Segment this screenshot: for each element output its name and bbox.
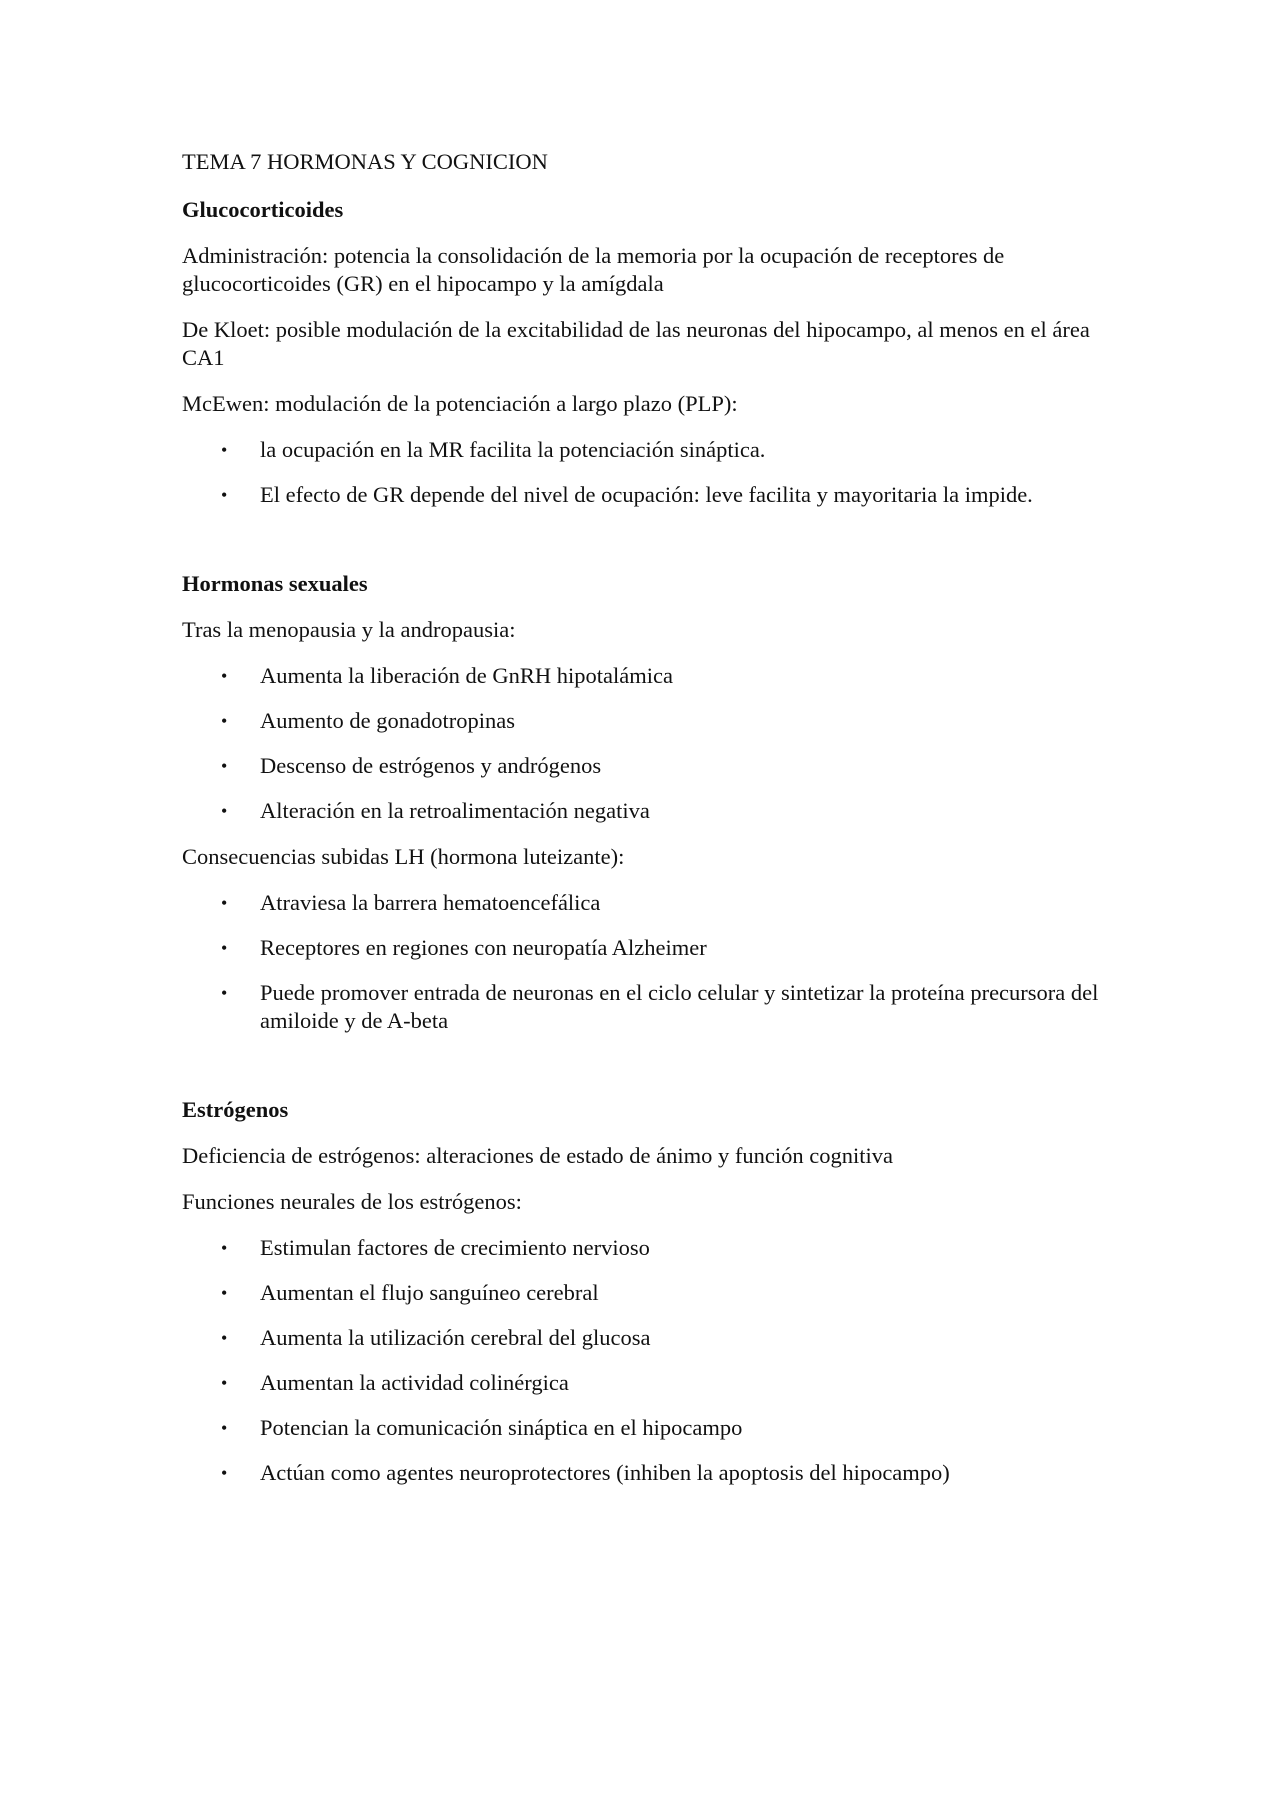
paragraph-menopausia: Tras la menopausia y la andropausia: xyxy=(182,617,516,642)
list-item-text: Aumenta la utilización cerebral del glucosa xyxy=(260,1325,651,1350)
list-item xyxy=(182,889,1102,917)
bullet-icon: • xyxy=(221,801,228,821)
bullet-icon: • xyxy=(221,756,228,776)
bullet-icon: • xyxy=(221,440,228,460)
list-item-text: El efecto de GR depende del nivel de ocupación: leve facilita y mayoritaria la impide. xyxy=(260,482,1033,507)
list-item xyxy=(182,1324,1102,1352)
bullet-icon: • xyxy=(221,1463,228,1483)
list-item xyxy=(182,436,1102,464)
bullet-icon: • xyxy=(221,711,228,731)
list-item xyxy=(182,1459,1102,1487)
list-mcewen xyxy=(182,436,1102,509)
bullet-icon: • xyxy=(221,1238,228,1258)
list-consecuencias-lh xyxy=(182,889,1102,1035)
bullet-icon: • xyxy=(221,1283,228,1303)
list-item xyxy=(182,1414,1102,1442)
list-item xyxy=(182,1279,1102,1307)
section-heading-estrogenos: Estrógenos xyxy=(182,1097,289,1122)
paragraph-de-kloet: De Kloet: posible modulación de la excitabilidad de las neuronas del hipocampo, al menos en el área CA1 xyxy=(182,317,1090,370)
list-funciones-neurales xyxy=(182,1234,1102,1487)
list-item-text: Puede promover entrada de neuronas en el ciclo celular y sintetizar la proteína precursora del amiloide y de A-beta xyxy=(260,980,1099,1033)
list-item-text: Estimulan factores de crecimiento nervioso xyxy=(260,1235,650,1260)
section-spacer xyxy=(182,1053,1102,1096)
paragraph-consecuencias-lh: Consecuencias subidas LH (hormona luteizante): xyxy=(182,844,625,869)
list-item xyxy=(182,1234,1102,1262)
bullet-icon: • xyxy=(221,938,228,958)
paragraph-administracion: Administración: potencia la consolidación de la memoria por la ocupación de receptores de glucocorticoides (GR) en el hipocampo y la amígdala xyxy=(182,243,1005,296)
paragraph-mcewen: McEwen: modulación de la potenciación a largo plazo (PLP): xyxy=(182,391,738,416)
paragraph-funciones-neurales: Funciones neurales de los estrógenos: xyxy=(182,1189,522,1214)
section-heading-glucocorticoides: Glucocorticoides xyxy=(182,197,344,222)
paragraph-deficiencia: Deficiencia de estrógenos: alteraciones de estado de ánimo y función cognitiva xyxy=(182,1143,893,1168)
list-item-text: Aumentan el flujo sanguíneo cerebral xyxy=(260,1280,599,1305)
bullet-icon: • xyxy=(221,666,228,686)
bullet-icon: • xyxy=(221,1373,228,1393)
list-item xyxy=(182,481,1102,509)
bullet-icon: • xyxy=(221,893,228,913)
list-menopausia xyxy=(182,662,1102,825)
document-title: TEMA 7 HORMONAS Y COGNICION xyxy=(182,149,548,174)
bullet-icon: • xyxy=(221,1328,228,1348)
list-item xyxy=(182,979,1102,1035)
list-item xyxy=(182,752,1102,780)
list-item-text: Potencian la comunicación sináptica en el hipocampo xyxy=(260,1415,743,1440)
bullet-icon: • xyxy=(221,485,228,505)
list-item-text: Aumenta la liberación de GnRH hipotalámica xyxy=(260,663,673,688)
list-item xyxy=(182,707,1102,735)
list-item xyxy=(182,797,1102,825)
list-item-text: Descenso de estrógenos y andrógenos xyxy=(260,753,602,778)
list-item-text: Alteración en la retroalimentación negativa xyxy=(260,798,650,823)
list-item xyxy=(182,662,1102,690)
list-item-text: Atraviesa la barrera hematoencefálica xyxy=(260,890,601,915)
list-item-text: la ocupación en la MR facilita la potenciación sináptica. xyxy=(260,437,766,462)
bullet-icon: • xyxy=(221,983,228,1003)
list-item-text: Aumentan la actividad colinérgica xyxy=(260,1370,569,1395)
list-item xyxy=(182,1369,1102,1397)
section-spacer xyxy=(182,527,1102,570)
list-item xyxy=(182,934,1102,962)
list-item-text: Receptores en regiones con neuropatía Alzheimer xyxy=(260,935,707,960)
list-item-text: Actúan como agentes neuroprotectores (inhiben la apoptosis del hipocampo) xyxy=(260,1460,950,1485)
bullet-icon: • xyxy=(221,1418,228,1438)
section-heading-hormonas-sexuales: Hormonas sexuales xyxy=(182,571,368,596)
document-page xyxy=(182,148,1102,1505)
list-item-text: Aumento de gonadotropinas xyxy=(260,708,515,733)
